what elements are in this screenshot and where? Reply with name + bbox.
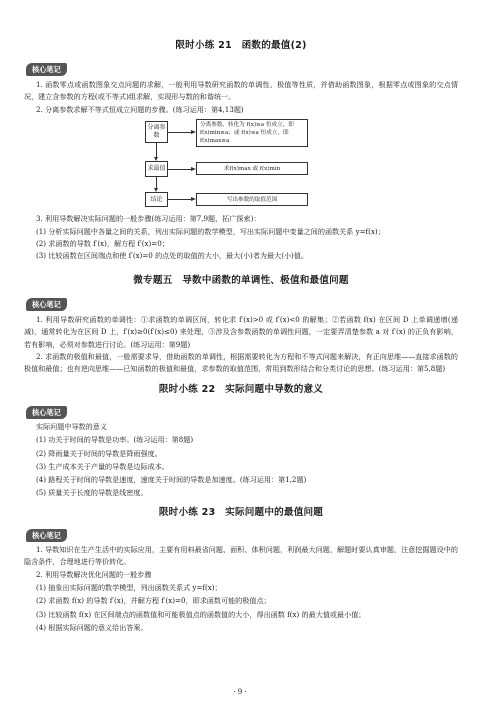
list-item: (1) 抽象出实际问题的数学模型，列出函数关系式 y=f(x)； bbox=[36, 582, 222, 592]
paragraph: 2. 分离参数求解不等式恒成立问题的步骤。(练习运用：第4,13题) bbox=[36, 104, 244, 114]
list-item: (4) 路程关于时间的导数是速度，速度关于时间的导数是加速度。(练习运用：第1,2题) bbox=[36, 475, 307, 485]
flow-step-text: 求f(x)max 或 f(x)min bbox=[196, 162, 308, 175]
paragraph: (3) 比较函数在区间端点和使 f′(x)=0 的点处的取值的大小，最大(小)者为最大(小)值。 bbox=[36, 251, 309, 261]
list-item: (3) 生产成本关于产量的导数是边际成本。 bbox=[36, 461, 169, 471]
paragraph: 1. 利用导数研究函数的单调性：①求函数的单调区间，转化求 f′(x)>0 或 f′(x)<0 的解集；②若函数 f(x) 在区间 D 上单调递增(递减)，通常转化为在区间 D 上，f′(x)≥0(f′(x)≤0) 来处理，③涉及含参数函数的单调性问题，一定要弄清楚参数 a 对 f′(x) 的正负有影响，若有影响，必须对参数进行讨论。(练习运用：第9题) bbox=[24, 314, 458, 349]
paragraph: 1. 函数零点或函数图象交点问题的求解，一般利用导数研究函数的单调性、极值等性质，并借助函数图象，根据零点或图象的交点情况，建立含参数的方程(或不等式)组求解，实现形与数的和谐统一。 bbox=[24, 80, 458, 102]
paragraph: 2. 求函数的极值和最值，一般需要求导，借助函数的单调性，根据需要转化为方程和不等式问题来解决，有正向思维——直接求函数的极值和最值；也有逆向思维——已知函数的极值和最值，求参数的取值范围，常用到数形结合和分类讨论的思想。(练习运用：第5,8题) bbox=[24, 352, 458, 374]
special-topic-title: 微专题五 导数中函数的单调性、极值和最值问题 bbox=[133, 274, 349, 286]
paragraph: 2. 利用导数解决优化问题的一般步骤 bbox=[36, 569, 152, 579]
note-tag: 核心笔记 bbox=[26, 529, 67, 542]
paragraph: (1) 分析实际问题中各量之间的关系，列出实际问题的数学模型，写出实际问题中变量之间的函数关系 y=f(x)； bbox=[36, 226, 385, 236]
flow-step-label: 结论 bbox=[145, 192, 168, 207]
note-tag: 核心笔记 bbox=[26, 406, 67, 419]
flow-step-label: 求最值 bbox=[145, 161, 168, 177]
section-title-21: 限时小练 21 函数的最值(2) bbox=[175, 40, 307, 51]
paragraph: 1. 导数知识在生产生活中的实际应用，主要有用料最省问题、面积、体积问题，利润最大问题，解题时要认真审题，注意挖掘题设中的隐含条件，合理地进行等价转化。 bbox=[24, 544, 458, 567]
page-number: · 9 · bbox=[233, 688, 247, 696]
section-title-23: 限时小练 23 实际问题中的最值问题 bbox=[158, 506, 324, 518]
flow-step-label: 分离参数 bbox=[145, 121, 168, 143]
list-item: (2) 求函数 f(x) 的导数 f′(x)，并解方程 f′(x)=0，即求函数可能的极值点； bbox=[36, 596, 271, 606]
flow-step-text: 写出参数的取值范围 bbox=[196, 193, 308, 206]
note-tag: 核心笔记 bbox=[26, 298, 67, 311]
flow-step-text: 分离参数，转化为 f(x)≥a 恒成立，即f(x)min≥a；或 f(x)≤a 恒成立，即 f(x)max≤a bbox=[196, 119, 308, 147]
list-item: (4) 根据实际问题的意义给出答案。 bbox=[36, 622, 148, 632]
flowchart bbox=[24, 119, 458, 209]
paragraph: 3. 利用导数解决实际问题的一般步骤(练习运用：第7,9题，拓广探索)： bbox=[36, 214, 261, 224]
list-item: (2) 降雨量关于时间的导数是降雨强度。 bbox=[36, 448, 162, 458]
paragraph: (2) 求函数的导数 f′(x)，解方程 f′(x)=0； bbox=[36, 239, 169, 249]
section-title-22: 限时小练 22 实际问题中导数的意义 bbox=[158, 383, 324, 395]
paragraph: 实际问题中导数的意义 bbox=[36, 421, 107, 431]
list-item: (5) 质量关于长度的导数是线密度。 bbox=[36, 488, 148, 498]
list-item: (3) 比较函数 f(x) 在区间端点的函数值和可能极值点的函数值的大小，得出函数 f(x) 的最大值或最小值； bbox=[36, 609, 366, 619]
list-item: (1) 功关于时间的导数是功率。(练习运用：第8题) bbox=[36, 435, 194, 445]
note-tag: 核心笔记 bbox=[26, 63, 67, 76]
